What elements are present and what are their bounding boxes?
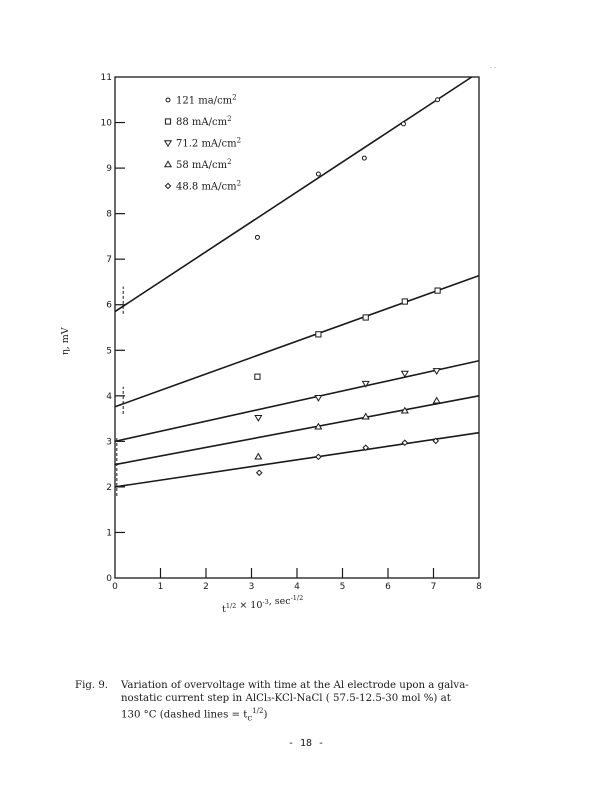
fit-line [115, 396, 479, 465]
y-tick-label: 3 [106, 437, 112, 448]
y-tick-label: 4 [106, 391, 112, 402]
y-tick-label: 11 [100, 73, 112, 83]
caption-label: Fig. 9. [75, 680, 109, 691]
diamond-marker-icon [257, 470, 262, 475]
y-tick-label: 10 [100, 118, 112, 129]
square-marker-icon [316, 332, 321, 337]
plot-frame [115, 77, 479, 578]
x-tick-label: 7 [430, 582, 437, 592]
y-axis-title: η, mV [60, 327, 71, 355]
diamond-marker-icon [165, 183, 170, 188]
x-tick-label: 0 [112, 582, 118, 592]
fit-line [115, 276, 479, 407]
legend-label: 71.2 $mA/cm^2$ [176, 136, 242, 150]
y-tick-label: 6 [106, 300, 112, 311]
diamond-marker-icon [316, 454, 321, 459]
x-tick-label: 2 [203, 582, 209, 592]
legend-label: 48.8 $mA/cm^2$ [176, 179, 242, 193]
data-points [255, 98, 440, 476]
square-marker-icon [435, 288, 440, 293]
superscript: 2 [227, 158, 232, 166]
text-run: t [222, 604, 226, 615]
x-tick-label: 8 [476, 582, 482, 592]
fit-lines [115, 77, 479, 487]
y-tick-label: 7 [106, 255, 112, 266]
triangle-up-marker-icon [433, 398, 439, 403]
x-tick-label: 6 [385, 582, 391, 592]
legend-label: 58 $mA/cm^2$ [176, 158, 232, 171]
fit-line [115, 77, 472, 312]
y-tick-label: 8 [106, 209, 112, 220]
caption-line-3: 130 °C (dashed lines = $t_c^{1/2}$) [121, 707, 268, 724]
square-marker-icon [363, 315, 368, 320]
text-run: × 10 [236, 600, 263, 611]
y-tick-label: 9 [106, 164, 112, 175]
superscript: -1/2 [290, 594, 304, 602]
circle-marker-icon [362, 156, 366, 160]
text-run: , sec [268, 596, 291, 607]
y-tick-label: 0 [106, 574, 112, 584]
superscript: 2 [227, 115, 232, 123]
figure-caption [75, 680, 545, 725]
chart-legend [165, 94, 241, 193]
y-tick-label: 1 [106, 528, 112, 539]
superscript: -3 [262, 598, 269, 606]
subscript: c [247, 713, 253, 724]
superscript: 2 [236, 136, 242, 145]
x-tick-label: 1 [157, 582, 164, 592]
page-number: - 18 - [287, 738, 325, 749]
x-tick-label: 3 [248, 582, 255, 592]
circle-marker-icon [255, 235, 259, 239]
x-tick-label: 4 [294, 582, 300, 592]
chart-axes [101, 73, 483, 592]
triangle-down-marker-icon [315, 395, 321, 400]
circle-marker-icon [316, 172, 320, 176]
legend-label: 88 $mA/cm^2$ [176, 115, 232, 128]
caption-line-2: nostatic current step in AlCl₃-KCl-NaCl ( 57.5-12.5-30 mol %) at [121, 692, 451, 704]
superscript: 2 [232, 93, 237, 102]
circle-marker-icon [166, 98, 170, 102]
triangle-up-marker-icon [255, 454, 261, 459]
legend-label: 121 $ma/cm^2$ [176, 93, 237, 107]
circle-marker-icon [401, 122, 405, 126]
circle-marker-icon [436, 98, 440, 102]
triangle-down-marker-icon [165, 141, 171, 146]
superscript: 2 [236, 179, 242, 188]
caption-body [121, 680, 545, 725]
x-tick-label: 5 [339, 582, 346, 592]
fit-line [115, 433, 479, 487]
caption-line-1: Variation of overvoltage with time at the Al electrode upon a galva- [121, 680, 469, 691]
triangle-up-marker-icon [165, 161, 171, 166]
square-marker-icon [165, 119, 170, 124]
y-tick-label: 2 [106, 482, 112, 493]
superscript: 1/2 [225, 602, 237, 610]
triangle-down-marker-icon [255, 415, 261, 420]
corner-mark: - - [490, 64, 496, 71]
square-marker-icon [255, 374, 260, 379]
square-marker-icon [402, 299, 407, 304]
y-tick-label: 5 [106, 346, 112, 357]
x-axis-title [222, 594, 303, 615]
fit-line [115, 361, 479, 442]
superscript: 1/2 [252, 707, 264, 715]
